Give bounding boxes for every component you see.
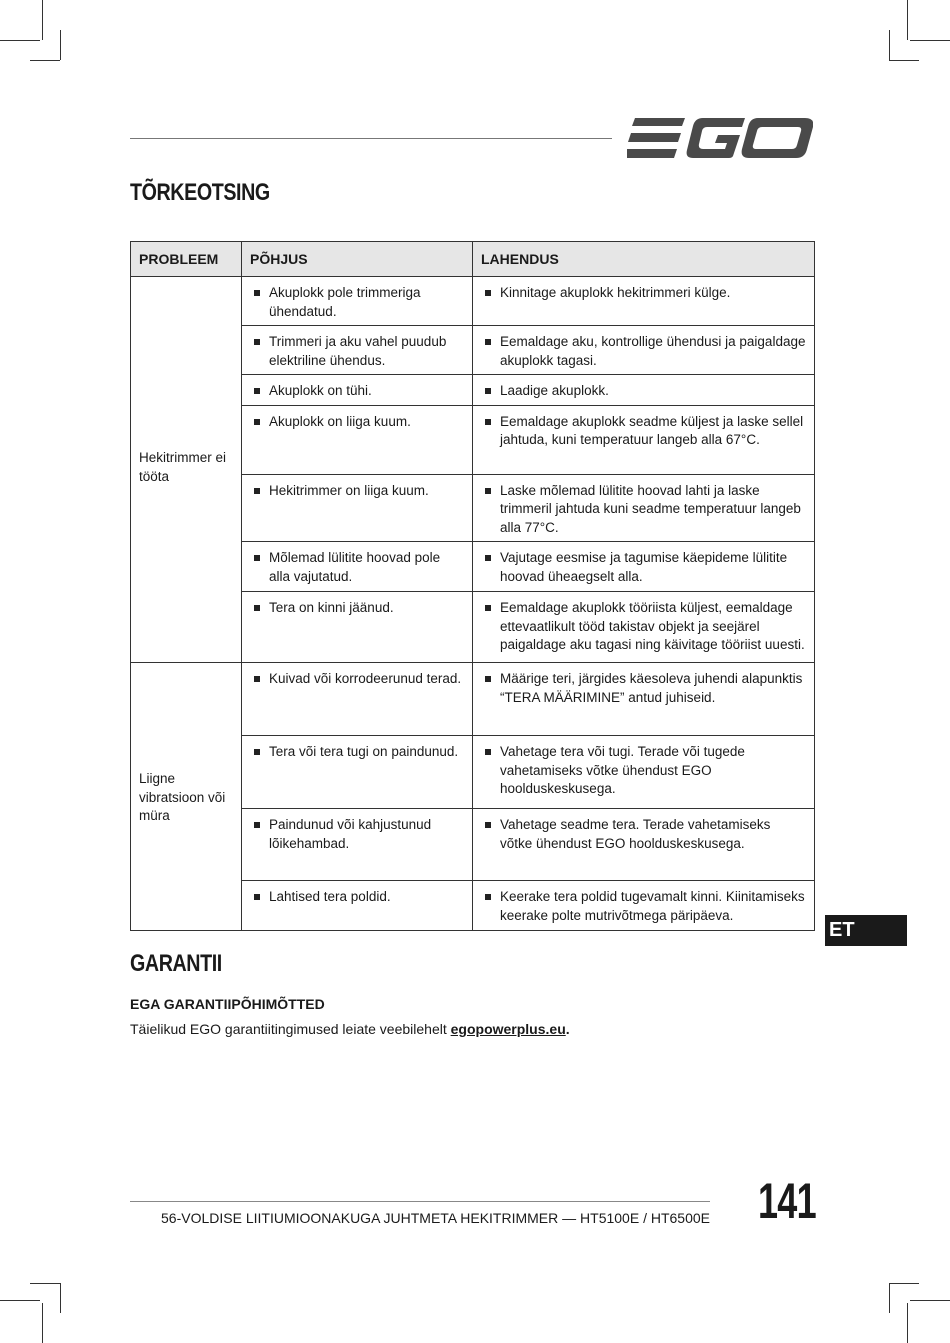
warranty-link[interactable]: egopowerplus.eu (450, 1021, 566, 1037)
bullet-square-icon (485, 894, 491, 900)
footer-title: 56-VOLDISE LIITIUMIOONAKUGA JUHTMETA HEKITRIMMER — HT5100E / HT6500E (161, 1210, 710, 1226)
cause-item: Lahtised tera poldid. (250, 888, 464, 907)
bullet-square-icon (485, 749, 491, 755)
warranty-title: GARANTII (130, 950, 222, 977)
solution-item: Kinnitage akuplokk hekitrimmeri külge. (481, 284, 806, 303)
cause-item: Mõlemad lülitite hoovad pole alla vajutatud. (250, 549, 464, 586)
warranty-subtitle: EGA GARANTIIPÕHIMÕTTED (130, 996, 325, 1012)
problem-cell: Liigne vibratsioon või müra (131, 663, 242, 931)
crop-mark (889, 1283, 919, 1284)
crop-mark (42, 0, 43, 40)
bullet-square-icon (485, 676, 491, 682)
crop-mark (889, 60, 919, 61)
cause-item: Paindunud või kahjustunud lõikehambad. (250, 816, 464, 853)
page-number: 141 (758, 1173, 816, 1229)
header-solution: LAHENDUS (473, 242, 815, 277)
crop-mark (889, 30, 890, 60)
solution-item: Eemaldage aku, kontrollige ühendusi ja paigaldage akuplokk tagasi. (481, 333, 806, 370)
solution-item: Määrige teri, järgides käesoleva juhendi alapunktis “TERA MÄÄRIMINE” antud juhiseid. (481, 670, 806, 707)
bullet-square-icon (254, 605, 260, 611)
bullet-square-icon (254, 749, 260, 755)
solution-item: Vahetage seadme tera. Terade vahetamiseks võtke ühendust EGO hoolduskeskusega. (481, 816, 806, 853)
bullet-square-icon (254, 339, 260, 345)
bullet-square-icon (485, 419, 491, 425)
header-problem: PROBLEEM (131, 242, 242, 277)
cause-item: Akuplokk on liiga kuum. (250, 413, 464, 432)
cause-item: Akuplokk on tühi. (250, 382, 464, 401)
cause-item: Trimmeri ja aku vahel puudub elektriline ühendus. (250, 333, 464, 370)
table-header-row (131, 242, 815, 277)
troubleshooting-table (130, 241, 815, 931)
crop-mark (60, 1283, 61, 1313)
solution-item: Laadige akuplokk. (481, 382, 806, 401)
table-row (131, 663, 815, 736)
bullet-square-icon (254, 419, 260, 425)
bullet-square-icon (254, 290, 260, 296)
bullet-square-icon (254, 488, 260, 494)
solution-item: Laske mõlemad lülitite hoovad lahti ja laske trimmeril jahtuda kuni seadme temperatuur langeb alla 77°C. (481, 482, 806, 538)
solution-item: Vajutage eesmise ja tagumise käepideme lülitite hoovad üheaegselt alla. (481, 549, 806, 586)
solution-item: Keerake tera poldid tugevamalt kinni. Kiinitamiseks keerake polte mutrivõtmega päripäeva. (481, 888, 806, 925)
solution-item: Vahetage tera või tugi. Terade või tugede vahetamiseks võtke ühendust EGO hoolduskeskusega. (481, 743, 806, 799)
crop-mark (910, 1300, 950, 1301)
crop-mark (30, 1283, 60, 1284)
bullet-square-icon (485, 339, 491, 345)
troubleshooting-title: TÕRKEOTSING (130, 179, 270, 206)
bullet-square-icon (485, 488, 491, 494)
solution-item: Eemaldage akuplokk seadme küljest ja laske sellel jahtuda, kuni temperatuur langeb alla 67°C. (481, 413, 806, 450)
bullet-square-icon (254, 676, 260, 682)
bullet-square-icon (485, 555, 491, 561)
crop-mark (60, 30, 61, 60)
warranty-text: Täielikud EGO garantiitingimused leiate veebilehelt egopowerplus.eu. (130, 1021, 570, 1037)
cause-item: Hekitrimmer on liiga kuum. (250, 482, 464, 501)
solution-item: Eemaldage akuplokk tööriista küljest, eemaldage ettevaatlikult tööd takistav objekt ja seejärel paigaldage aku tagasi ning käivitage tööriist uuesti. (481, 599, 806, 655)
cause-item: Tera või tera tugi on paindunud. (250, 743, 464, 762)
ego-logo (627, 116, 813, 160)
cause-item: Akuplokk pole trimmeriga ühendatud. (250, 284, 464, 321)
footer-rule (130, 1201, 710, 1202)
language-tab: ET (825, 915, 907, 946)
bullet-square-icon (254, 388, 260, 394)
cause-item: Tera on kinni jäänud. (250, 599, 464, 618)
table-row (131, 277, 815, 326)
bullet-square-icon (485, 290, 491, 296)
crop-mark (907, 1303, 908, 1343)
header-cause: PÕHJUS (242, 242, 473, 277)
crop-mark (42, 1303, 43, 1343)
bullet-square-icon (485, 605, 491, 611)
bullet-square-icon (254, 555, 260, 561)
problem-cell: Hekitrimmer ei tööta (131, 277, 242, 663)
bullet-square-icon (485, 822, 491, 828)
crop-mark (0, 40, 40, 41)
bullet-square-icon (254, 822, 260, 828)
bullet-square-icon (485, 388, 491, 394)
crop-mark (889, 1283, 890, 1313)
crop-mark (907, 0, 908, 40)
cause-item: Kuivad või korrodeerunud terad. (250, 670, 464, 689)
crop-mark (30, 60, 60, 61)
crop-mark (0, 1300, 40, 1301)
crop-mark (910, 40, 950, 41)
header-rule (130, 138, 612, 139)
bullet-square-icon (254, 894, 260, 900)
